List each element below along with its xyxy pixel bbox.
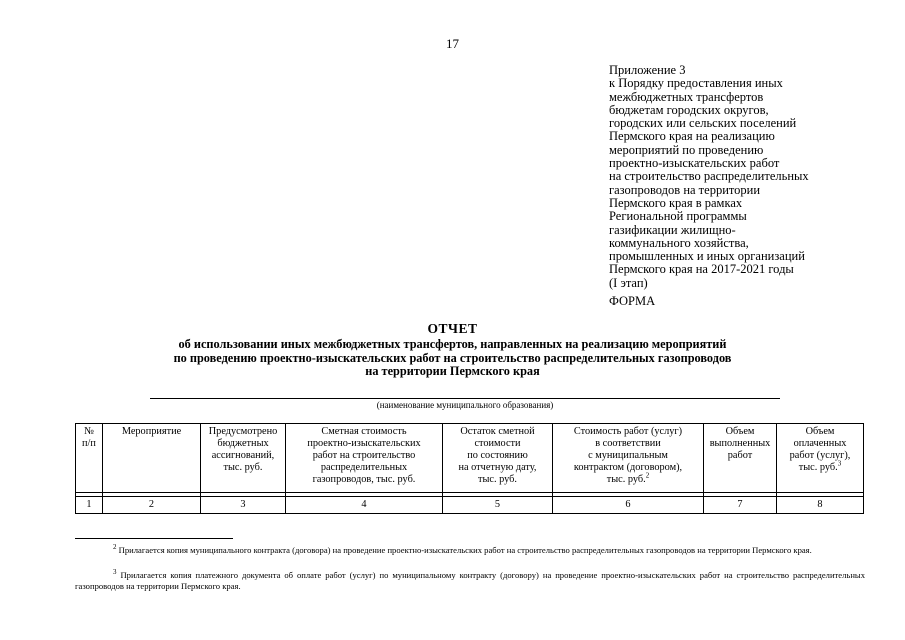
header-cell	[201, 424, 286, 493]
column-number: 5	[443, 497, 553, 514]
page-number: 17	[446, 36, 459, 51]
footnote	[75, 570, 865, 592]
municipality-name-caption: (наименование муниципального образования)	[376, 400, 554, 410]
column-number: 8	[777, 497, 864, 514]
header-cell	[76, 424, 103, 493]
header-cell	[103, 424, 201, 493]
footnote-mark: 3	[113, 568, 117, 577]
header-text: Стоимость работ (услуг) в соответствии с муниципальным контрактом (договором), тыс. руб.	[573, 426, 683, 485]
footnote	[75, 545, 865, 556]
appendix-note: Приложение 3 к Порядку предоставления иных межбюджетных трансфертов бюджетам городских округов, городских или сельских поселений Пермского края на реализацию мероприятий по проведению проектно-изыскательских работ на строительство распределительных газопроводов на территории Пермского края в рамках Региональной программы газификации жилищно- коммунального хозяйства, промышленных и иных организаций Пермского края на 2017-2021 годы (I этап)	[609, 63, 809, 290]
footnote-ref: 2	[645, 471, 650, 480]
header-cell	[443, 424, 553, 493]
header-cell	[704, 424, 777, 493]
column-number: 2	[103, 497, 201, 514]
document-subtitle: об использовании иных межбюджетных трансфертов, направленных на реализацию мероприятий по проведению проектно-изыскательских работ на строительство распределительных газопроводов на территории Пермского края	[173, 337, 732, 379]
header-text: № п/п	[82, 426, 96, 449]
header-text: Объем оплаченных работ (услуг), тыс. руб.	[789, 426, 851, 473]
form-label: ФОРМА	[609, 294, 656, 308]
document-title: ОТЧЕТ	[427, 321, 478, 336]
municipality-name-line	[150, 398, 780, 399]
header-cell	[777, 424, 864, 493]
column-number: 1	[76, 497, 103, 514]
header-cell	[286, 424, 443, 493]
table-row	[76, 497, 864, 514]
header-text: Сметная стоимость проектно-изыскательских работ на строительство распределительных газопроводов, тыс. руб.	[307, 426, 421, 485]
report-table	[75, 423, 864, 514]
footnote-text: Прилагается копия муниципального контракта (договора) на проведение проектно-изыскательских работ на строительство распределительных газопроводов на территории Пермского края.	[118, 545, 812, 555]
header-cell	[553, 424, 704, 493]
column-number: 3	[201, 497, 286, 514]
header-text: Предусмотрено бюджетных ассигнований, тыс. руб.	[208, 426, 278, 473]
footnote-divider	[75, 538, 233, 539]
footnote-mark: 2	[113, 543, 117, 552]
column-number: 6	[553, 497, 704, 514]
footnote-ref: 3	[837, 459, 842, 468]
table-header-row	[76, 424, 864, 493]
header-text: Мероприятие	[121, 426, 182, 437]
footnote-text: Прилагается копия платежного документа об оплате работ (услуг) по муниципальному контракту (договору) на проведение проектно-изыскательских работ на строительство распределительных газопроводов на территории Пермского края.	[75, 570, 865, 591]
column-number: 4	[286, 497, 443, 514]
column-number: 7	[704, 497, 777, 514]
header-text: Объем выполненных работ	[709, 426, 771, 461]
header-text: Остаток сметной стоимости по состоянию на отчетную дату, тыс. руб.	[458, 426, 537, 485]
